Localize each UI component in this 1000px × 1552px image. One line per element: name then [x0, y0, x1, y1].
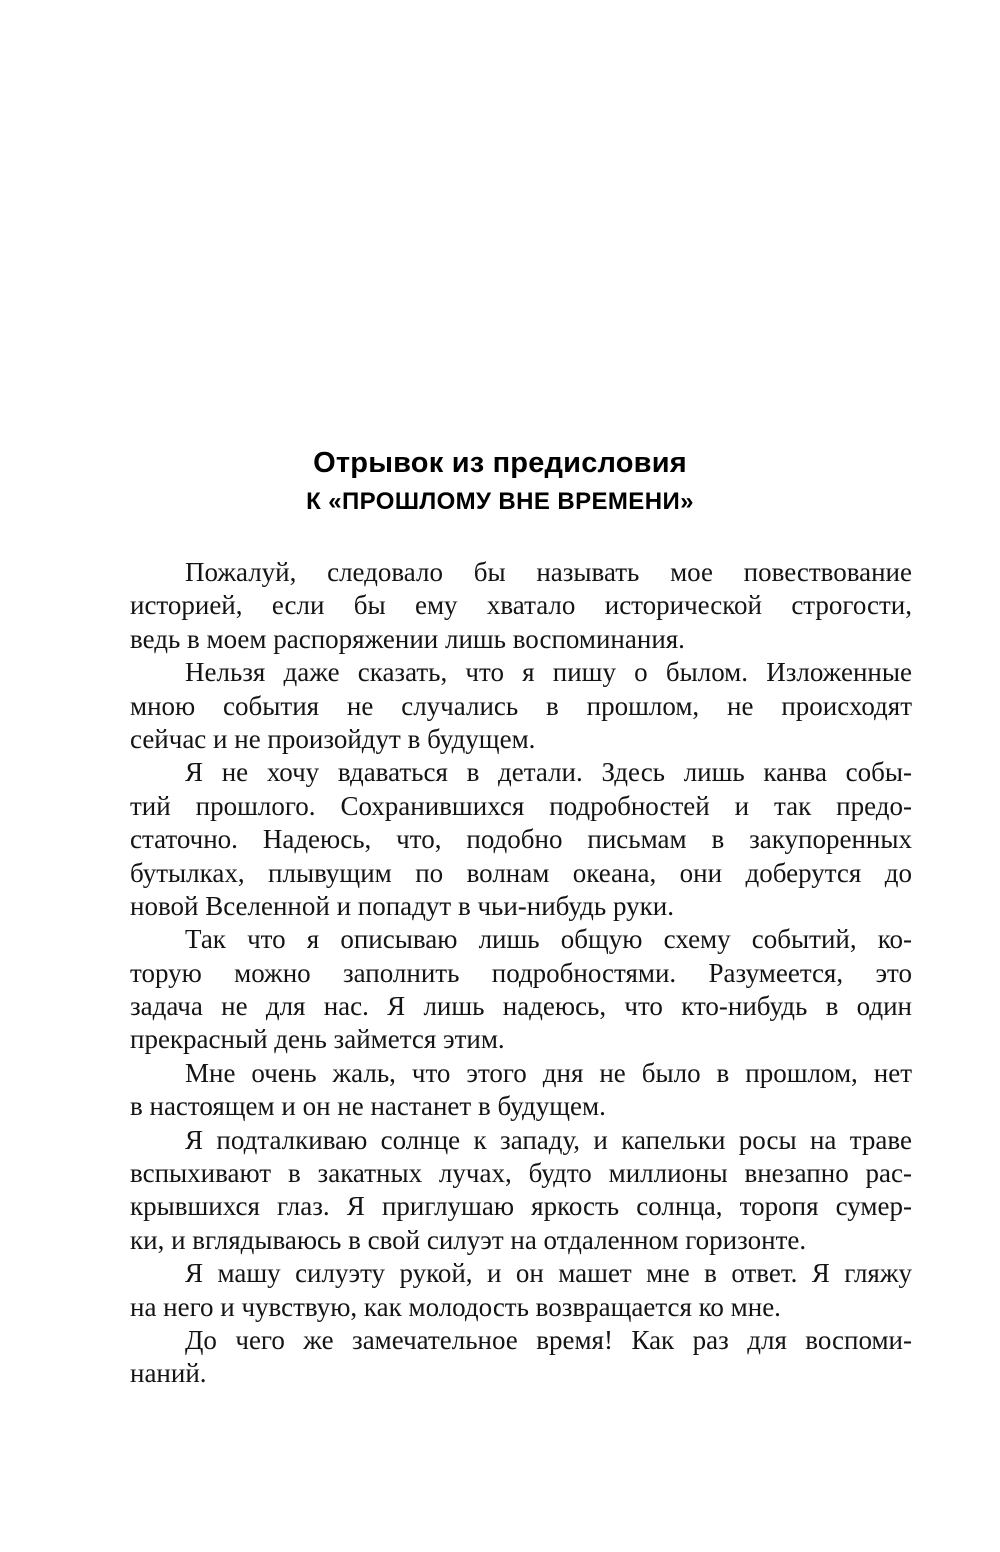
text-line: До чего же замечательное время! Как раз для воспоми-	[185, 1324, 912, 1355]
text-line: Так что я описываю лишь общую схему событий, ко-	[185, 924, 912, 955]
paragraph	[130, 556, 912, 656]
text-line: Мне очень жаль, что этого дня не было в прошлом, нет	[185, 1057, 912, 1088]
text-line: ведь в моем распоряжении лишь воспоминания.	[130, 623, 685, 654]
chapter-heading	[0, 449, 1000, 514]
text-line: в настоящем и он не настанет в будущем.	[130, 1091, 606, 1122]
text-line: новой Вселенной и попадут в чьи-нибудь руки.	[130, 890, 674, 921]
text-line: Я не хочу вдаваться в детали. Здесь лишь канва собы-	[185, 757, 912, 788]
body-text	[130, 556, 912, 1391]
text-line: Я машу силуэту рукой, и он машет мне в ответ. Я гляжу	[185, 1258, 912, 1289]
text-line: Нельзя даже сказать, что я пишу о былом. Изложенные	[185, 657, 912, 688]
text-line: мною события не случались в прошлом, не происходят	[130, 690, 912, 721]
text-line: наний.	[130, 1358, 207, 1389]
text-line: сейчас и не произойдут в будущем.	[130, 723, 536, 754]
text-line: бутылках, плывущим по волнам океана, они доберутся до	[130, 857, 912, 888]
text-line: задача не для нас. Я лишь надеюсь, что кто-нибудь в один	[130, 991, 912, 1022]
text-line: Пожалуй, следовало бы называть мое повествование	[185, 557, 912, 587]
chapter-title: Отрывок из предисловия	[313, 447, 687, 479]
text-line: торую можно заполнить подробностями. Разумеется, это	[130, 957, 912, 988]
text-line: Я подталкиваю солнце к западу, и капельки росы на траве	[185, 1124, 912, 1155]
text-line: крывшихся глаз. Я приглушаю яркость солнца, торопя сумер-	[130, 1191, 912, 1222]
paragraph	[130, 1124, 912, 1258]
paragraph	[130, 1324, 912, 1391]
text-line: ки, и вглядываюсь в свой силуэт на отдаленном горизонте.	[130, 1224, 807, 1255]
paragraph	[130, 923, 912, 1057]
chapter-subtitle: К «ПРОШЛОМУ ВНЕ ВРЕМЕНИ»	[306, 488, 694, 515]
paragraph	[130, 656, 912, 756]
paragraph	[130, 1057, 912, 1124]
text-line: тий прошлого. Сохранившихся подробностей и так предо-	[130, 790, 912, 821]
text-line: статочно. Надеюсь, что, подобно письмам в закупоренных	[130, 824, 912, 855]
text-line: прекрасный день займется этим.	[130, 1024, 505, 1055]
text-line: вспыхивают в закатных лучах, будто миллионы внезапно рас-	[130, 1158, 912, 1189]
text-line: на него и чувствую, как молодость возвращается ко мне.	[130, 1291, 781, 1322]
text-line: историей, если бы ему хватало исторической строгости,	[130, 590, 912, 621]
paragraph	[130, 1257, 912, 1324]
paragraph	[130, 756, 912, 923]
